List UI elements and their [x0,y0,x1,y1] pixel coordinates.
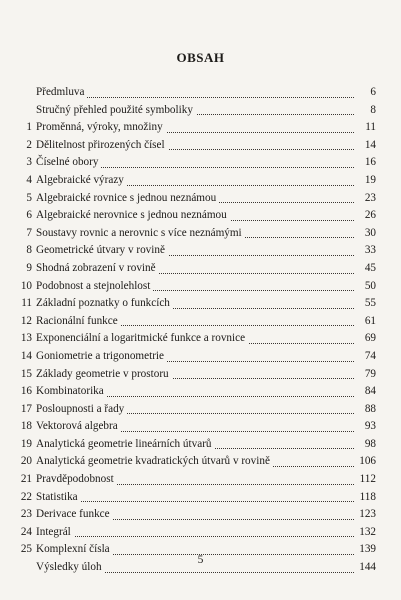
chapter-title: Výsledky úloh [36,561,105,573]
chapter-number: 12 [20,314,32,327]
page-number: 45 [354,260,376,278]
chapter-title-wrap [36,506,360,524]
chapter-title-wrap [36,278,360,296]
page-number: 14 [354,137,376,155]
chapter-title-wrap [36,401,360,419]
chapter-number: 22 [20,490,32,503]
page-number: 84 [354,383,376,401]
page-number: 19 [354,172,376,190]
chapter-number: 1 [26,121,32,134]
chapter-title: Algebraické výrazy [36,174,127,186]
page-number: 33 [354,242,376,260]
toc-entry [20,172,376,190]
toc-entry [20,383,376,401]
chapter-title-wrap [36,295,360,313]
chapter-title-wrap [36,330,360,348]
toc-entry [20,190,376,208]
chapter-title-wrap [36,190,360,208]
toc-entry [20,137,376,155]
chapter-title-wrap [36,453,360,471]
chapter-title-wrap [36,348,360,366]
chapter-title: Exponenciální a logaritmické funkce a rovnice [36,332,248,344]
toc-entry [20,295,376,313]
page-title: OBSAH [176,50,225,65]
toc-entry [20,154,376,172]
page-number: 123 [354,506,376,524]
toc-entry [20,242,376,260]
chapter-title: Goniometrie a trigonometrie [36,350,167,362]
chapter-title-wrap [36,366,360,384]
chapter-title: Analytická geometrie kvadratických útvarů v rovině [36,455,273,467]
chapter-title: Soustavy rovnic a nerovnic s více neznámými [36,227,245,239]
chapter-number: 6 [26,209,32,222]
chapter-number: 4 [26,173,32,186]
chapter-title: Statistika [36,491,81,503]
chapter-number: 15 [20,367,32,380]
page-number: 55 [354,295,376,313]
chapter-title-wrap [36,242,360,260]
chapter-number: 10 [20,279,32,292]
chapter-number: 21 [20,473,32,486]
toc-entry [20,102,376,120]
chapter-number: 17 [20,402,32,415]
chapter-title: Číselné obory [36,156,101,168]
toc-entry [20,313,376,331]
chapter-number: 23 [20,508,32,521]
chapter-title-wrap [36,471,360,489]
chapter-number: 7 [26,226,32,239]
chapter-title-wrap [36,383,360,401]
chapter-title-wrap [36,119,360,137]
chapter-title: Derivace funkce [36,508,113,520]
chapter-number: 14 [20,349,32,362]
chapter-title-wrap [36,84,360,102]
chapter-title: Proměnná, výroky, množiny [36,121,166,133]
toc-entry [20,330,376,348]
page-number: 88 [354,401,376,419]
toc-entry [20,524,376,542]
chapter-number: 2 [26,138,32,151]
toc-entry [20,471,376,489]
toc-entry [20,84,376,102]
chapter-title-wrap [36,207,360,225]
footer-page-number: 5 [197,554,204,566]
chapter-title: Algebraické nerovnice s jednou neznámou [36,209,230,221]
page-number: 74 [354,348,376,366]
chapter-title: Pravděpodobnost [36,473,117,485]
chapter-title: Základní poznatky o funkcích [36,297,173,309]
page-number: 79 [354,366,376,384]
toc-entry [20,418,376,436]
chapter-title: Posloupnosti a řady [36,403,127,415]
chapter-title: Integrál [36,526,74,538]
chapter-number: 8 [26,244,32,257]
toc-entry [20,436,376,454]
page-number: 6 [354,84,376,102]
chapter-title: Analytická geometrie lineárních útvarů [36,438,215,450]
page-number: 8 [354,102,376,120]
chapter-title-wrap [36,172,360,190]
chapter-number: 20 [20,455,32,468]
page-number: 106 [354,453,376,471]
toc-entry [20,119,376,137]
chapter-title-wrap [36,137,360,155]
chapter-number: 13 [20,332,32,345]
toc-entry [20,453,376,471]
toc-entry [20,278,376,296]
page-number: 61 [354,313,376,331]
chapter-number: 24 [20,525,32,538]
chapter-title: Komplexní čísla [36,543,113,555]
toc-entry [20,348,376,366]
page-number: 118 [354,489,376,507]
page-number: 144 [354,559,376,577]
chapter-title: Kombinatorika [36,385,107,397]
page-number: 93 [354,418,376,436]
chapter-number: 5 [26,191,32,204]
toc-entry [20,260,376,278]
chapter-number: 11 [21,297,32,310]
toc-entry [20,401,376,419]
chapter-number: 9 [26,261,32,274]
page-number: 50 [354,278,376,296]
chapter-title-wrap [36,524,360,542]
chapter-title: Předmluva [36,86,87,98]
page-number: 30 [354,225,376,243]
chapter-title-wrap [36,154,360,172]
chapter-number: 16 [20,385,32,398]
page-number: 132 [354,524,376,542]
chapter-title: Algebraické rovnice s jednou neznámou [36,192,219,204]
toc-entry [20,506,376,524]
chapter-number: 25 [20,543,32,556]
dot-leader [36,536,354,537]
page-number: 26 [354,207,376,225]
chapter-title: Vektorová algebra [36,420,121,432]
page-number: 98 [354,436,376,454]
toc-entry [20,489,376,507]
chapter-title-wrap [36,313,360,331]
toc-entry [20,225,376,243]
chapter-title: Podobnost a stejnolehlost [36,280,153,292]
chapter-title-wrap [36,260,360,278]
chapter-title: Dělitelnost přirozených čísel [36,139,168,151]
table-of-contents [20,84,376,577]
chapter-number: 19 [20,437,32,450]
page-number: 16 [354,154,376,172]
chapter-title: Stručný přehled použité symboliky [36,104,196,116]
chapter-number: 18 [20,420,32,433]
chapter-title-wrap [36,102,360,120]
chapter-title-wrap [36,418,360,436]
chapter-number: 3 [26,156,32,169]
chapter-title-wrap [36,436,360,454]
toc-entry [20,366,376,384]
page-number: 11 [354,119,376,137]
chapter-title: Geometrické útvary v rovině [36,244,168,256]
chapter-title-wrap [36,489,360,507]
page-number: 112 [354,471,376,489]
page-number: 69 [354,330,376,348]
dot-leader [36,501,354,502]
toc-entry [20,207,376,225]
page-number: 139 [354,541,376,559]
chapter-title: Základy geometrie v prostoru [36,368,172,380]
chapter-title: Racionální funkce [36,315,121,327]
page-number: 23 [354,190,376,208]
chapter-title-wrap [36,225,360,243]
chapter-title: Shodná zobrazení v rovině [36,262,159,274]
